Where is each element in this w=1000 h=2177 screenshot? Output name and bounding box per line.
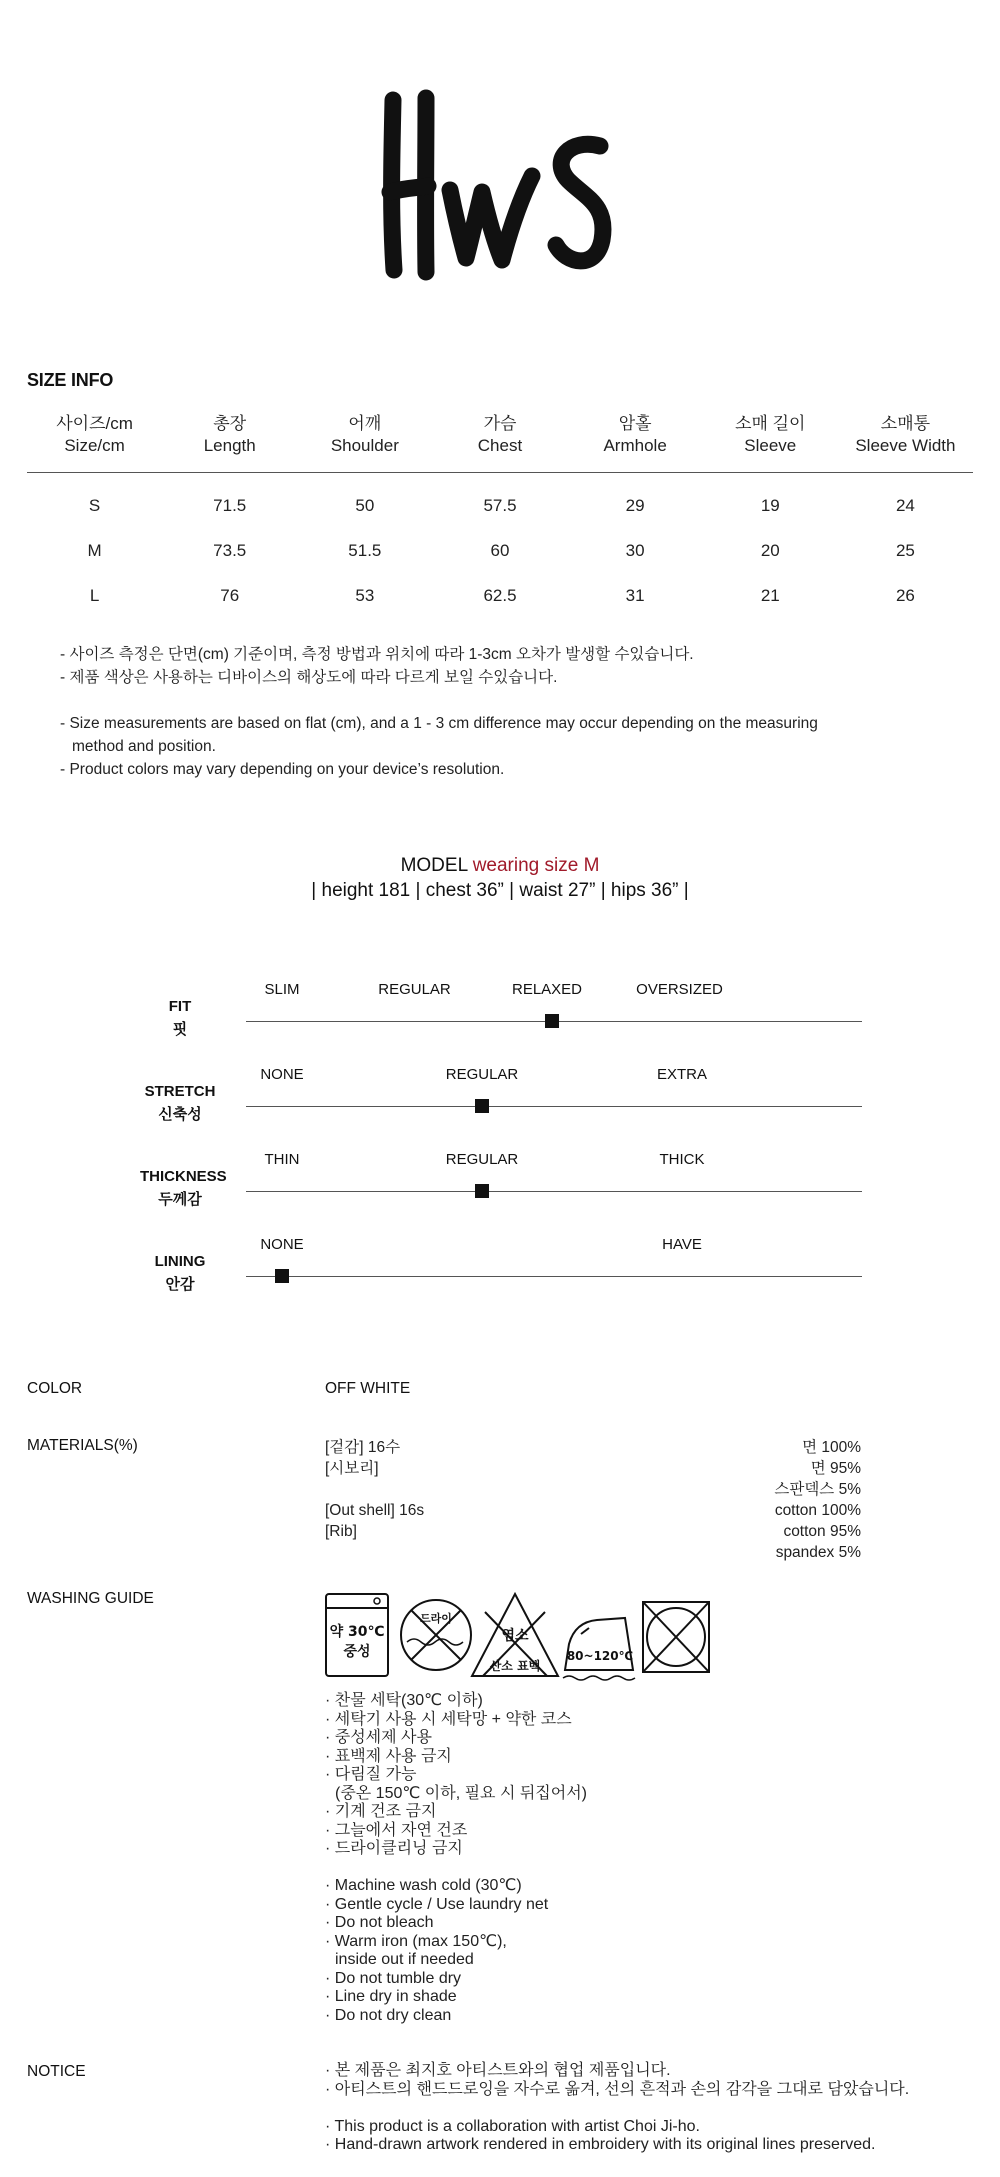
materials-en-left: [Out shell] 16s [Rib]	[325, 1502, 425, 1540]
table-cell: 51.5	[348, 540, 382, 560]
svg-text:산소 표백: 산소 표백	[489, 1659, 541, 1673]
list-item: · 아티스트의 핸드드로잉을 자수로 옮겨, 선의 흔적과 손의 감각을 그대로 담았습니다.	[325, 2080, 910, 2098]
list-item: · Line dry in shade	[325, 1988, 457, 2005]
list-item: · Hand-drawn artwork rendered in embroidery with its original lines preserved.	[325, 2136, 876, 2153]
fit-option: REGULAR	[445, 1151, 519, 1168]
materials-ko-right: 면 100% 면 95% 스판덱스 5%	[774, 1439, 861, 1498]
size-table-header	[27, 413, 973, 473]
list-item: · Gentle cycle / Use laundry net	[325, 1895, 549, 1913]
header-size: 사이즈/cm Size/cm	[56, 414, 133, 455]
list-item: · Warm iron (max 150℃),	[325, 1932, 507, 1950]
list-item: · 드라이클리닝 금지	[325, 1840, 463, 1857]
table-cell: M	[87, 540, 102, 560]
fit-marker	[475, 1184, 489, 1198]
table-row	[27, 573, 973, 618]
care-symbols	[325, 1592, 715, 1682]
table-cell: 25	[895, 540, 915, 560]
header-shoulder: 어깨 Shoulder	[330, 414, 399, 455]
size-info-title: SIZE INFO	[27, 370, 114, 390]
iron-icon	[563, 1618, 635, 1680]
fit-label: LINING 안감	[154, 1253, 206, 1293]
model-stats: | height 181 | chest 36” | waist 27” | hips 36” |	[311, 880, 689, 901]
list-item: · 그늘에서 자연 건조	[325, 1821, 468, 1839]
table-cell: 57.5	[483, 495, 517, 515]
fit-row-thickness	[140, 1145, 880, 1208]
table-cell: 53	[355, 585, 375, 605]
fit-option: OVERSIZED	[636, 981, 723, 998]
header-chest: 가슴 Chest	[477, 414, 523, 455]
fit-marker	[545, 1014, 559, 1028]
fit-scale-line	[246, 1276, 862, 1277]
table-cell: 60	[490, 540, 510, 560]
list-item: · 다림질 가능	[325, 1766, 417, 1783]
notice-label: NOTICE	[27, 2063, 86, 2080]
list-item: · Do not tumble dry	[325, 1969, 462, 1987]
materials-ko-left: [겉감] 16수 [시보리]	[325, 1439, 401, 1477]
size-notes	[60, 643, 818, 781]
table-cell: 62.5	[483, 585, 517, 605]
table-cell: 71.5	[213, 495, 247, 515]
fit-scale-line	[246, 1191, 862, 1192]
note-ko-2: - 제품 색상은 사용하는 디바이스의 해상도에 따라 다르게 보일 수있습니다.	[60, 669, 558, 686]
washing-label: WASHING GUIDE	[27, 1590, 154, 1607]
table-cell: 76	[220, 585, 240, 605]
fit-option: THIN	[264, 1151, 300, 1168]
no-bleach-icon	[472, 1594, 558, 1676]
fit-option: THICK	[659, 1151, 705, 1168]
fit-option: NONE	[260, 1236, 304, 1253]
list-item: · 중성세제 사용	[325, 1729, 432, 1746]
materials-label: MATERIALS(%)	[27, 1437, 138, 1454]
header-sleeve: 소매 길이 Sleeve	[735, 414, 806, 455]
fit-option: RELAXED	[511, 981, 583, 998]
note-en-1: - Size measurements are based on flat (cm), and a 1 - 3 cm difference may occur depending on the measuring	[60, 715, 818, 732]
svg-text:중성: 중성	[343, 1644, 371, 1660]
list-item: · 본 제품은 최지호 아티스트와의 협업 제품입니다.	[325, 2062, 671, 2079]
table-row	[27, 483, 973, 528]
header-length: 총장 Length	[203, 414, 256, 455]
table-cell: 50	[355, 495, 375, 515]
fit-option: REGULAR	[378, 981, 451, 998]
table-cell: 31	[625, 585, 645, 605]
fit-option: REGULAR	[445, 1066, 519, 1083]
table-cell: 30	[625, 540, 645, 560]
svg-text:80~120℃: 80~120℃	[566, 1649, 634, 1663]
svg-text:약 30℃: 약 30℃	[329, 1624, 385, 1640]
no-dry-clean-icon	[401, 1600, 471, 1670]
fit-label: FIT 핏	[168, 998, 192, 1038]
washing-list-ko	[325, 1692, 587, 2025]
list-item: · Machine wash cold (30℃)	[325, 1877, 522, 1894]
fit-row-stretch	[140, 1060, 880, 1123]
fit-option: NONE	[260, 1066, 304, 1083]
fit-label: STRETCH 신축성	[144, 1083, 216, 1123]
table-cell: 20	[760, 540, 780, 560]
table-cell: 26	[895, 585, 915, 605]
fit-row-lining	[140, 1230, 880, 1293]
table-cell: 19	[760, 495, 780, 515]
fit-option: HAVE	[662, 1236, 702, 1253]
color-value: OFF WHITE	[325, 1380, 411, 1397]
hws-logo	[360, 80, 640, 290]
table-row	[27, 528, 973, 573]
svg-text:염소: 염소	[501, 1628, 529, 1644]
list-item: (중온 150℃ 이하, 필요 시 뒤집어서)	[335, 1784, 588, 1802]
svg-text:드라이: 드라이	[420, 1612, 452, 1625]
note-ko-1: - 사이즈 측정은 단면(cm) 기준이며, 측정 방법과 위치에 따라 1-3cm 오차가 발생할 수있습니다.	[60, 646, 694, 663]
table-cell: L	[89, 585, 100, 605]
fit-row-fit	[140, 975, 880, 1038]
list-item: · Do not bleach	[325, 1914, 434, 1931]
fit-label: THICKNESS 두께감	[140, 1168, 227, 1208]
note-en-1-cont: method and position.	[72, 738, 216, 755]
header-armhole: 암홀 Armhole	[603, 414, 667, 455]
fit-marker	[275, 1269, 289, 1283]
list-item: · 세탁기 사용 시 세탁망 + 약한 코스	[325, 1710, 572, 1728]
wash-30-icon	[326, 1594, 388, 1676]
fit-option: EXTRA	[656, 1066, 708, 1083]
table-cell: 73.5	[213, 540, 247, 560]
list-item: · This product is a collaboration with artist Choi Ji-ho.	[325, 2117, 700, 2135]
fit-scale-line	[246, 1106, 862, 1107]
list-item: · 찬물 세탁(30℃ 이하)	[325, 1692, 483, 1709]
list-item: · Do not dry clean	[325, 2006, 452, 2024]
table-cell: 21	[760, 585, 780, 605]
color-label: COLOR	[27, 1380, 83, 1397]
table-cell: 29	[625, 495, 645, 515]
fit-option: SLIM	[264, 981, 300, 998]
materials-en-right: cotton 100% cotton 95% spandex 5%	[774, 1502, 861, 1561]
notice-list	[325, 2062, 909, 2155]
no-tumble-dry-icon	[643, 1602, 709, 1672]
size-table	[27, 413, 973, 618]
header-sleeve-width: 소매통 Sleeve Width	[855, 414, 956, 455]
note-en-2: - Product colors may vary depending on your device’s resolution.	[60, 761, 505, 778]
list-item: · 기계 건조 금지	[325, 1803, 437, 1820]
table-cell: 24	[895, 495, 915, 515]
fit-marker	[475, 1099, 489, 1113]
table-cell: S	[88, 495, 101, 515]
list-item: · 표백제 사용 금지	[325, 1747, 452, 1765]
list-item: inside out if needed	[335, 1951, 474, 1968]
model-size: MODEL wearing size M	[400, 855, 600, 876]
